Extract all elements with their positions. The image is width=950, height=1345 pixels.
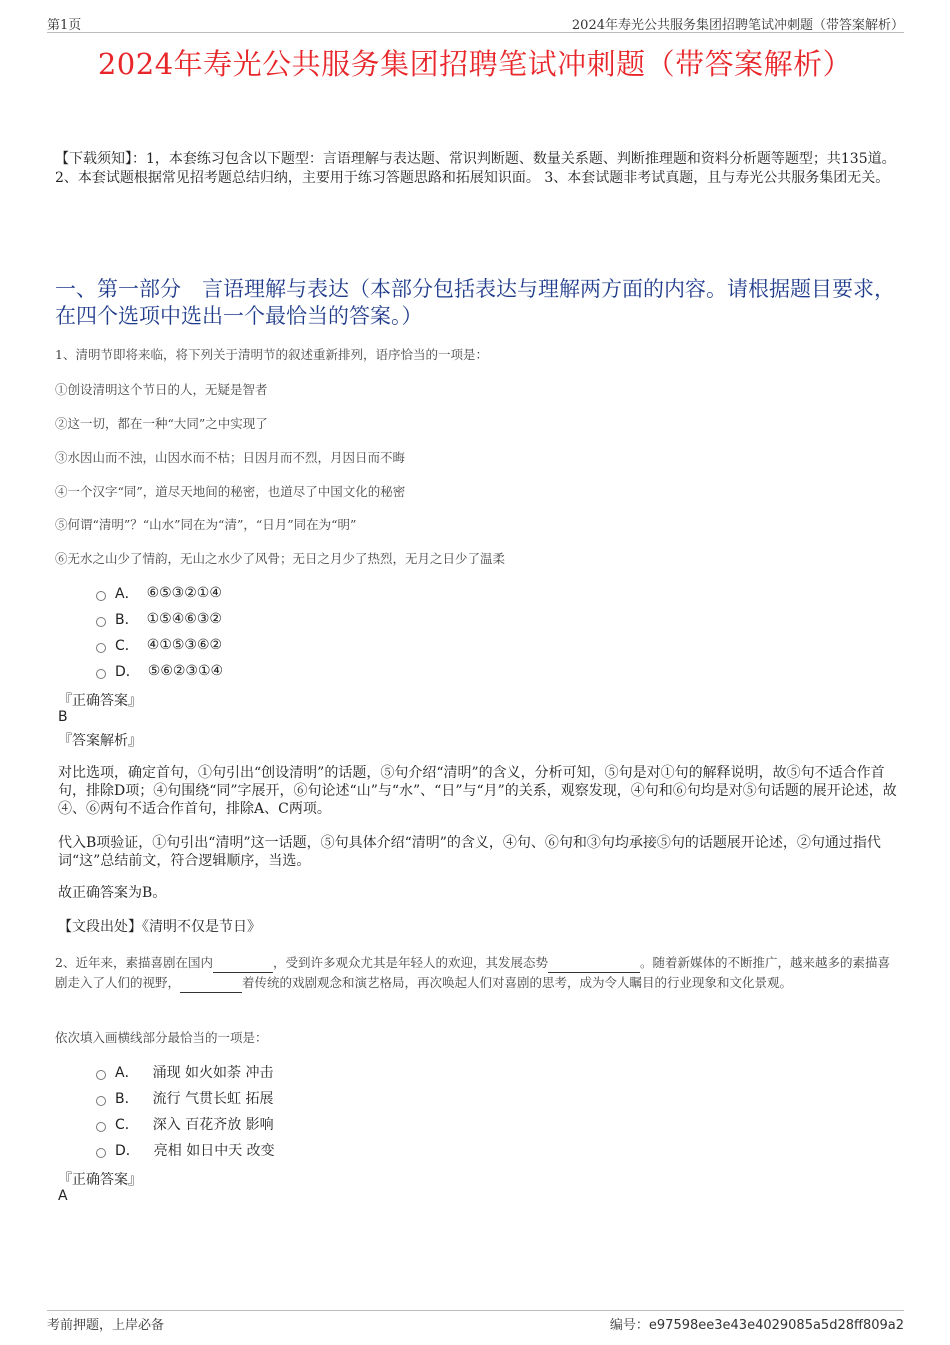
footer-code-value: e97598ee3e43e4029085a5d28ff809a2 — [648, 1318, 904, 1333]
option-letter: B． — [115, 1091, 139, 1107]
q2-option-b[interactable] — [96, 1088, 274, 1108]
q1-analysis-para-1: 对比选项，确定首句，①句引出“创设清明”的话题，⑤句介绍“清明”的含义，分析可知，⑤句是对①句的解释说明，故⑤句不适合作首句，排除D项；④句围绕“同”字展开，⑥句论述“山”与“水”、“日”与“月”的关系，观察发现，④句和⑥句均是对⑤句话题的展开论述，故④、⑥两句不适合作首句，排除A、C两项。 — [58, 765, 897, 817]
q1-statement-1: ①创设清明这个节日的人，无疑是智者 — [55, 382, 268, 397]
q1-option-b[interactable] — [96, 609, 222, 629]
radio-icon[interactable] — [96, 591, 106, 601]
q1-analysis-label: 『答案解析』 — [58, 733, 142, 749]
q1-answer: B — [58, 709, 68, 725]
option-text: 流行 气贯长虹 拓展 — [152, 1091, 274, 1107]
radio-icon[interactable] — [96, 1096, 106, 1106]
header-doc-title: 2024年寿光公共服务集团招聘笔试冲刺题（带答案解析） — [571, 18, 904, 33]
page-title: 2024年寿光公共服务集团招聘笔试冲刺题（带答案解析） — [97, 47, 853, 81]
q2-stem — [55, 953, 900, 993]
option-letter: A． — [115, 1065, 139, 1081]
radio-icon[interactable] — [96, 617, 106, 627]
option-letter: C． — [115, 638, 139, 654]
option-text: ⑥⑤③②①④ — [146, 585, 222, 601]
q1-statement-4: ④一个汉字“同”，道尽天地间的秘密，也道尽了中国文化的秘密 — [55, 484, 406, 499]
option-text: 涌现 如火如荼 冲击 — [152, 1065, 274, 1081]
q2-stem-part: 2、近年来，素描喜剧在国内 — [55, 955, 213, 970]
option-letter: A． — [115, 586, 139, 602]
q1-statement-6: ⑥无水之山少了情韵，无山之水少了风骨；无日之月少了热烈，无月之日少了温柔 — [55, 551, 506, 566]
download-notice: 【下载须知】：1，本套练习包含以下题型：言语理解与表达题、常识判断题、数量关系题、判断推理题和资料分析题等题型；共135道。 2、本套试题根据常见招考题总结归纳，主要用于练习答题思路和拓展知识面。 3、本套试题非考试真题，且与寿光公共服务集团无关。 — [55, 151, 896, 186]
option-text: 亮相 如日中天 改变 — [153, 1143, 275, 1159]
fill-blank — [180, 978, 242, 993]
q2-instruction: 依次填入画横线部分最恰当的一项是： — [55, 1030, 268, 1045]
radio-icon[interactable] — [96, 1148, 106, 1158]
q2-answer: A — [58, 1188, 68, 1204]
footer-slogan: 考前押题，上岸必备 — [47, 1318, 165, 1333]
header-divider — [47, 32, 904, 33]
page-number: 第1页 — [47, 18, 82, 33]
footer-divider — [47, 1310, 904, 1311]
q2-option-a[interactable] — [96, 1062, 273, 1082]
q1-stem: 1、清明节即将来临，将下列关于清明节的叙述重新排列，语序恰当的一项是： — [55, 347, 488, 362]
option-letter: D． — [115, 1143, 140, 1159]
option-text: ①⑤④⑥③② — [146, 611, 222, 627]
option-letter: D． — [115, 664, 140, 680]
q1-answer-label: 『正确答案』 — [58, 693, 142, 709]
q1-option-c[interactable] — [96, 635, 222, 655]
option-letter: C． — [115, 1117, 139, 1133]
fill-blank — [548, 958, 640, 973]
q2-answer-label: 『正确答案』 — [58, 1172, 142, 1188]
q2-stem-part: ，受到许多观众尤其是年轻人的欢迎，其发展态势 — [272, 955, 548, 970]
section-heading: 一、第一部分 言语理解与表达（本部分包括表达与理解两方面的内容。请根据题目要求，在四个选项中选出一个最恰当的答案。） — [55, 277, 895, 328]
radio-icon[interactable] — [96, 1122, 106, 1132]
footer-code-label: 编号： — [609, 1318, 649, 1333]
option-text: ⑤⑥②③①④ — [147, 663, 224, 679]
q1-statement-2: ②这一切，都在一种“大同”之中实现了 — [55, 416, 268, 431]
q1-option-a[interactable] — [96, 583, 222, 603]
q1-analysis-para-2: 代入B项验证，①句引出“清明”这一话题，⑤句具体介绍“清明”的含义，④句、⑥句和③句均承接⑤句的话题展开论述，②句通过指代词“这”总结前文，符合逻辑顺序，当选。 — [58, 835, 881, 869]
option-letter: B． — [115, 612, 139, 628]
q2-stem-part: 着传统的戏剧观念和演艺格局，再次唤起人们对喜剧的思考，成为令人瞩目的行业现象和文化景观。 — [242, 975, 793, 990]
footer-code — [610, 1314, 904, 1333]
option-text: ④①⑤③⑥② — [146, 637, 223, 653]
q1-statement-3: ③水因山而不浊，山因水而不枯；日因月而不烈，月因日而不晦 — [55, 450, 406, 465]
q1-statement-5: ⑤何谓“清明”？“山水”同在为“清”，“日月”同在为“明” — [55, 517, 357, 532]
radio-icon[interactable] — [96, 1070, 106, 1080]
q1-analysis-para-3: 故正确答案为B。 — [58, 885, 167, 901]
q1-option-d[interactable] — [96, 661, 223, 681]
q2-option-d[interactable] — [96, 1140, 275, 1160]
radio-icon[interactable] — [96, 669, 106, 679]
q2-stem-part: 。随着新媒体的不断推广，越来越多的素描喜剧走入了人们的视野， — [55, 955, 890, 990]
fill-blank — [213, 958, 273, 973]
radio-icon[interactable] — [96, 643, 106, 653]
q2-option-c[interactable] — [96, 1114, 274, 1134]
option-text: 深入 百花齐放 影响 — [152, 1117, 274, 1133]
q1-source: 【文段出处】《清明不仅是节日》 — [58, 919, 261, 935]
